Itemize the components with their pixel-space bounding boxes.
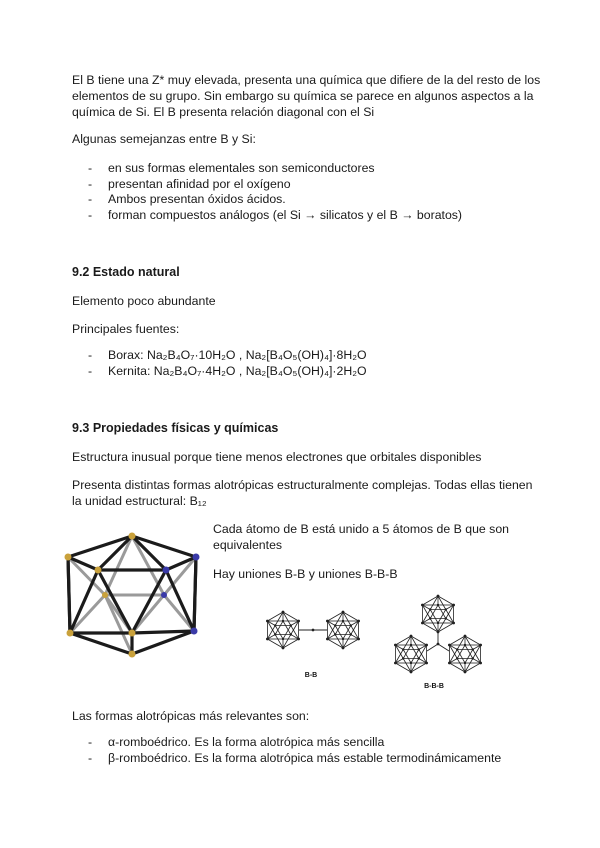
bonding-text: Cada átomo de B está unido a 5 átomos de B que son equivalentes (213, 522, 510, 552)
structure-text: Estructura inusual porque tiene menos electrones que orbitales disponibles (72, 450, 482, 464)
section-heading-propiedades: 9.3 Propiedades físicas y químicas (72, 421, 279, 435)
allotropes-text: Presenta distintas formas alotrópicas estructuralmente complejas. Todas ellas tienen la unidad estructural: B₁₂ (72, 478, 533, 508)
list-item: - Ambos presentan óxidos ácidos. (88, 192, 286, 206)
abundance-text: Elemento poco abundante (72, 294, 216, 308)
sources-title: Principales fuentes: (72, 322, 180, 336)
section-heading-estado-natural: 9.2 Estado natural (72, 265, 180, 279)
b-b-b-diagram (394, 595, 482, 690)
caption-b-b: B-B (304, 672, 318, 679)
intro-paragraph: El B tiene una Z* muy elevada, presenta una química que difiere de la del resto de los elementos de su grupo. Sin embargo su química se parece en algunos aspectos a la química de Si. El B presenta relación diagonal con el Si (72, 73, 541, 119)
list-item: - forman compuestos análogos (el Si → silicatos y el B → boratos) (88, 207, 463, 222)
list-item: - en sus formas elementales son semiconductores (88, 161, 375, 175)
forms-list (88, 735, 501, 766)
list-item: - Kernita: Na₂B₄O₇·4H₂O , Na₂[B₄O₅(OH)₄]·2H₂O (88, 363, 367, 378)
list-item: - β-romboédrico. Es la forma alotrópica más estable termodinámicamente (88, 750, 502, 765)
list-item: - Borax: Na₂B₄O₇·10H₂O , Na₂[B₄O₅(OH)₄]·8H₂O (88, 348, 367, 362)
sources-list (88, 348, 367, 379)
bond-types-text: Hay uniones B-B y uniones B-B-B (213, 567, 398, 581)
bond-diagrams-figure (255, 592, 495, 692)
caption-b-b-b: B-B-B (424, 683, 444, 690)
similarities-list (88, 161, 462, 223)
icosahedron-b12-figure (58, 518, 208, 668)
forms-title: Las formas alotrópicas más relevantes son: (72, 709, 310, 723)
list-item: - α-romboédrico. Es la forma alotrópica más sencilla (88, 735, 385, 749)
similarities-title: Algunas semejanzas entre B y Si: (72, 132, 256, 146)
list-item: - presentan afinidad por el oxígeno (88, 176, 291, 191)
b-b-diagram (266, 611, 360, 679)
